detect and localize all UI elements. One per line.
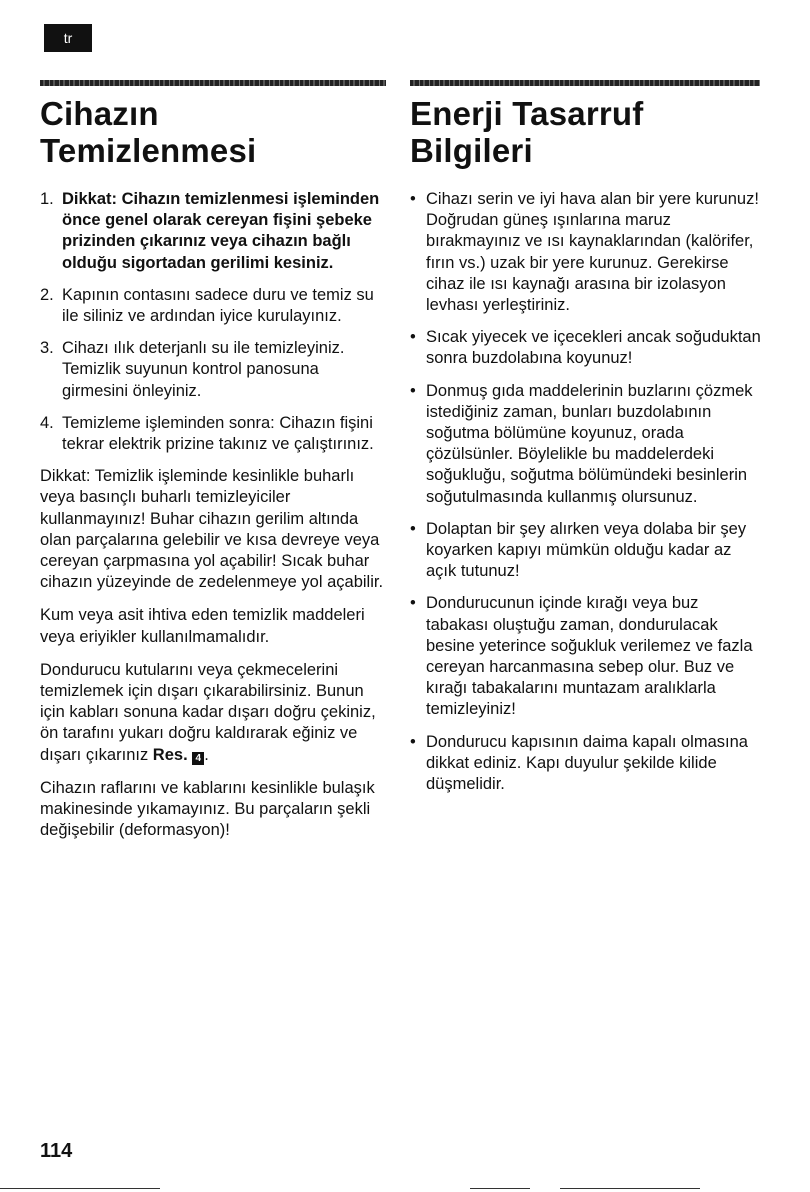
- tip-text: Cihazı serin ve iyi hava alan bir yere kurunuz! Doğrudan güneş ışınlarına maruz bırakmayınız ve ısı kaynaklarından (kalörifer, fırın vs.) uzak bir yere kurunuz. Gerekirse cihaz ile ısı kaynağı arasına bir izolasyon levhası yerleştiriniz.: [426, 190, 759, 315]
- drawer-end: .: [204, 745, 209, 764]
- energy-section: [410, 95, 765, 806]
- energy-title-line1: Enerji Tasarruf: [410, 95, 644, 132]
- footer-line: [0, 1188, 160, 1189]
- section-rule-left: [40, 80, 386, 86]
- energy-tip: [410, 732, 765, 796]
- bullet-icon: •: [410, 328, 416, 347]
- energy-title-line2: Bilgileri: [410, 132, 533, 169]
- energy-tip: [410, 593, 765, 720]
- cleaning-section: [40, 95, 385, 853]
- step-text: Dikkat: Cihazın temizlenmesi işleminden önce genel olarak cereyan fişini şebeke prizinden çıkarınız veya cihazın bağlı olduğu sigortadan gerilimi kesiniz.: [62, 190, 380, 272]
- cleaning-step: [40, 285, 385, 327]
- bullet-icon: •: [410, 190, 416, 208]
- bullet-icon: •: [410, 594, 416, 613]
- drawer-text: Dondurucu kutularını veya çekmecelerini temizlemek için dışarı çıkarabilirsiniz. Bunun için kabları sonuna kadar dışarı doğru çekiniz, ön tarafını yukarı doğru kaldırarak eğiniz ve dışarı çıkarınız: [40, 660, 376, 764]
- step-text: Temizleme işleminden sonra: Cihazın fişini tekrar elektrik prizine takınız ve çalıştırınız.: [62, 413, 374, 454]
- cleaning-title-line2: Temizlenmesi: [40, 132, 257, 169]
- energy-title: [410, 95, 765, 169]
- cleaning-title: [40, 95, 385, 169]
- dishwasher-warning: Cihazın raflarını ve kablarını kesinlikle bulaşık makinesinde yıkamayınız. Bu parçaların şekli değişebilir (deformasyon)!: [40, 778, 375, 840]
- energy-tip: [410, 327, 765, 369]
- energy-tip: [410, 381, 765, 508]
- bullet-icon: •: [410, 381, 416, 400]
- step-number: 2.: [40, 285, 54, 304]
- step-text: Cihazı ılık deterjanlı su ile temizleyiniz. Temizlik suyunun kontrol panosuna girmesini önleyiniz.: [62, 339, 345, 400]
- energy-tip: [410, 189, 765, 316]
- steam-warning: Dikkat: Temizlik işleminde kesinlikle buharlı veya basınçlı buharlı temizleyiciler kullanmayınız! Buhar cihazın gerilim altında olan parçalarına gelebilir ve kısa devreye veya cereyan çarpmasına yol açabilir! Sıcak buhar cihazın yüzeyinde de zedelenmeye yol açabilir.: [40, 467, 384, 592]
- step-number: 1.: [40, 190, 54, 208]
- energy-tip: [410, 519, 765, 583]
- page-number: 114: [40, 1140, 73, 1162]
- footer-line: [470, 1188, 530, 1189]
- step-number: 3.: [40, 339, 54, 358]
- figure-number-badge: 4: [192, 752, 204, 765]
- footer-line: [560, 1188, 700, 1189]
- energy-tips: [410, 189, 765, 795]
- tip-text: Donmuş gıda maddelerinin buzlarını çözmek istediğiniz zaman, bunları buzdolabının soğutma bölümüne koyunuz, orada çözülsünler. Böylelikle bu maddelerdeki soğukluğu, soğutma bölümündeki besinlerin soğutulmasında kullanmış olursunuz.: [426, 381, 753, 506]
- figure-ref: Res.: [152, 745, 188, 764]
- tip-text: Dondurucunun içinde kırağı veya buz tabakası oluştuğu zaman, dondurulacak besine yeterince soğukluk verilemez ve fazla cereyan harcanmasına sebep olur. Buz ve kırağı tabakalarını muntazam aralıklarla temizleyiniz!: [426, 594, 753, 719]
- cleaning-step: [40, 413, 385, 455]
- cleaning-title-line1: Cihazın: [40, 95, 159, 132]
- drawer-instructions: [40, 660, 385, 766]
- abrasive-warning: Kum veya asit ihtiva eden temizlik maddeleri veya eriyikler kullanılmamalıdır.: [40, 606, 365, 646]
- tip-text: Sıcak yiyecek ve içecekleri ancak soğuduktan sonra buzdolabına koyunuz!: [426, 328, 761, 368]
- step-text: Kapının contasını sadece duru ve temiz su ile siliniz ve ardından iyice kurulayınız.: [62, 285, 374, 326]
- tip-text: Dondurucu kapısının daima kapalı olmasına dikkat ediniz. Kapı duyulur şekilde kilide düşmelidir.: [426, 732, 748, 794]
- language-tag: tr: [44, 24, 92, 52]
- bullet-icon: •: [410, 732, 416, 751]
- tip-text: Dolaptan bir şey alırken veya dolaba bir şey koyarken kapıyı mümkün olduğu kadar az açık tutunuz!: [426, 519, 747, 581]
- cleaning-step: [40, 338, 385, 402]
- cleaning-step: [40, 189, 385, 274]
- section-rule-right: [410, 80, 760, 86]
- bullet-icon: •: [410, 519, 416, 538]
- cleaning-steps: [40, 189, 385, 455]
- step-number: 4.: [40, 413, 54, 432]
